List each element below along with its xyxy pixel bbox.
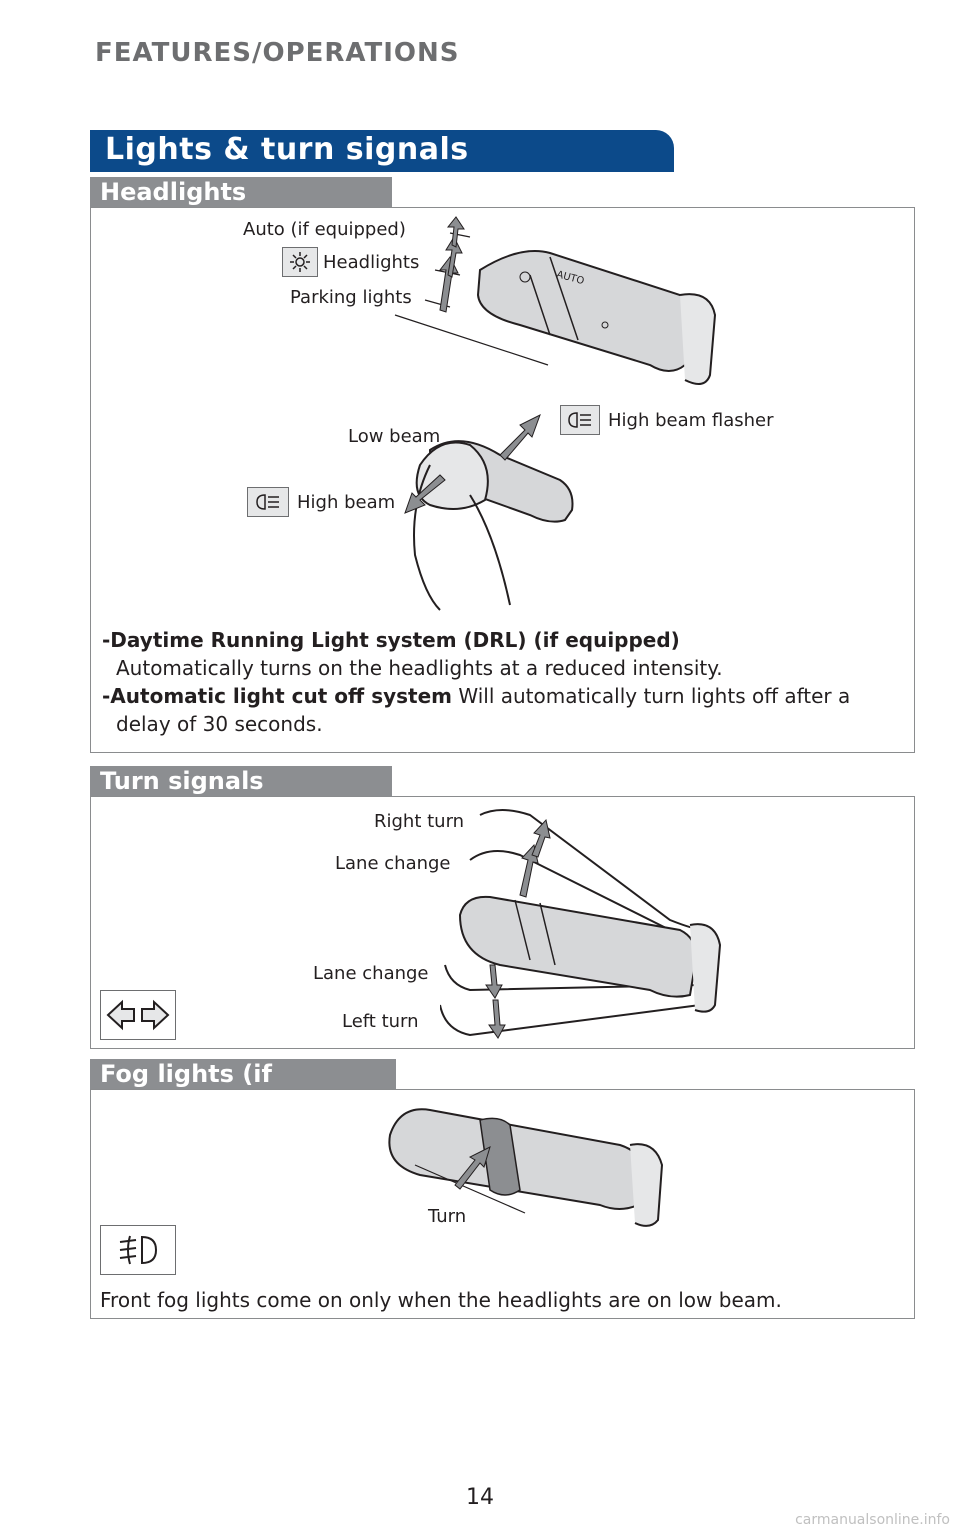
watermark: carmanualsonline.info xyxy=(795,1512,950,1528)
switch-marking: AUTO xyxy=(555,269,586,288)
headlights-description xyxy=(102,626,902,738)
cutoff-text: Will automatically turn lights off after a xyxy=(452,684,851,708)
fog-light-icon xyxy=(116,1233,160,1267)
label-left-turn: Left turn xyxy=(342,1011,419,1032)
label-right-turn: Right turn xyxy=(374,811,465,832)
high-beam-flasher-indicator-box xyxy=(560,405,600,435)
turn-signal-indicator-box xyxy=(100,990,176,1040)
label-high-beam: High beam xyxy=(297,492,396,513)
label-high-beam-flasher: High beam flasher xyxy=(608,410,774,431)
tab-turn-signals: Turn signals xyxy=(90,766,392,796)
label-lane-change-up: Lane change xyxy=(335,853,451,874)
high-beam-icon xyxy=(255,493,281,511)
cutoff-title: -Automatic light cut off system xyxy=(102,684,453,708)
page-number: 14 xyxy=(466,1485,494,1510)
label-parking-lights: Parking lights xyxy=(290,287,412,308)
fog-indicator-box xyxy=(100,1225,176,1275)
label-headlights: Headlights xyxy=(323,252,420,273)
drl-title: -Daytime Running Light system (DRL) (if equipped) xyxy=(102,628,680,652)
headlight-icon xyxy=(289,251,311,273)
label-low-beam: Low beam xyxy=(348,426,441,447)
headlight-lever-illustration xyxy=(380,215,740,405)
headlight-indicator-box xyxy=(282,247,318,277)
turn-signal-lever-illustration xyxy=(440,805,730,1045)
high-beam-icon xyxy=(567,411,593,429)
fog-note: Front fog lights come on only when the headlights are on low beam. xyxy=(100,1288,782,1312)
drl-text: Automatically turns on the headlights at a reduced intensity. xyxy=(116,656,723,680)
high-beam-indicator-box xyxy=(247,487,289,517)
tab-headlights: Headlights xyxy=(90,177,392,207)
cutoff-line xyxy=(102,682,902,710)
cutoff-text-2: delay of 30 seconds. xyxy=(116,712,323,736)
turn-signal-arrows-icon xyxy=(106,998,170,1032)
fog-lever-illustration xyxy=(380,1095,670,1235)
tab-fog-lights: Fog lights (if xyxy=(90,1059,396,1089)
page-title: Lights & turn signals xyxy=(105,132,469,167)
label-lane-change-down: Lane change xyxy=(313,963,429,984)
section-header: FEATURES/OPERATIONS xyxy=(95,38,460,68)
label-fog-turn: Turn xyxy=(428,1206,467,1227)
label-auto: Auto (if equipped) xyxy=(243,219,406,240)
